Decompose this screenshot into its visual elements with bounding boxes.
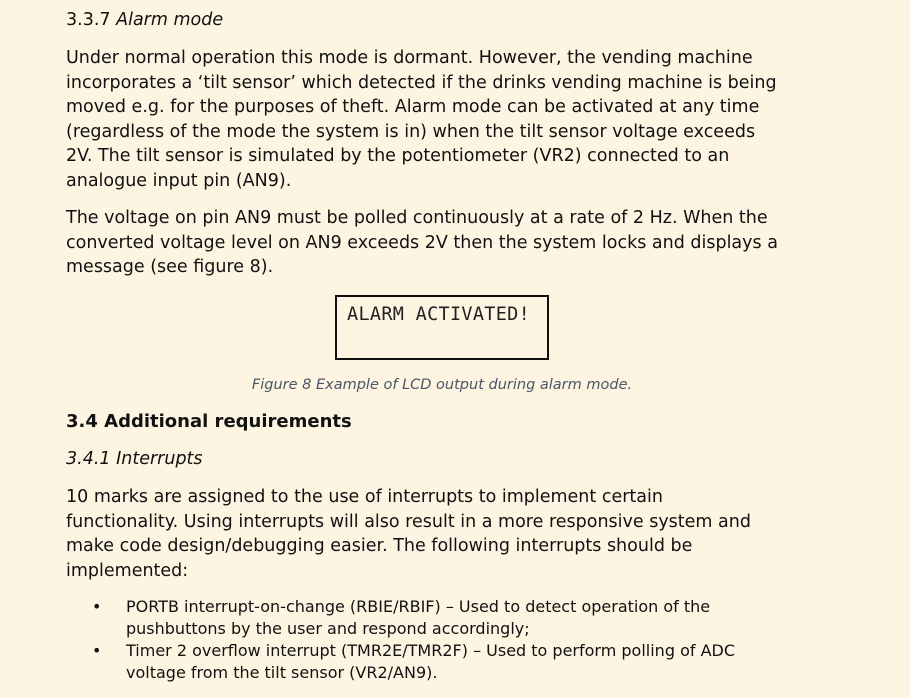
text-line: functionality. Using interrupts will also result in a more responsive system and — [66, 511, 751, 532]
alarm-mode-paragraph-2 — [66, 206, 846, 280]
heading-title: Alarm mode — [116, 10, 224, 30]
text-line: make code design/debugging easier. The following interrupts should be — [66, 536, 693, 557]
text-line: 10 marks are assigned to the use of interrupts to implement certain — [66, 487, 663, 507]
text-line: moved e.g. for the purposes of theft. Alarm mode can be activated at any time — [66, 97, 760, 118]
text-line: incorporates a ‘tilt sensor’ which detected if the drinks vending machine is being — [66, 72, 777, 93]
interrupt-list — [66, 596, 846, 684]
heading-additional-requirements: 3.4 Additional requirements — [66, 411, 352, 432]
heading-alarm-mode — [66, 8, 223, 32]
text-line: converted voltage level on AN9 exceeds 2V then the system locks and displays a — [66, 232, 778, 253]
text-line: Under normal operation this mode is dormant. However, the vending machine — [66, 48, 753, 68]
bullet-icon: • — [92, 641, 102, 660]
text-line: 2V. The tilt sensor is simulated by the potentiometer (VR2) connected to an — [66, 146, 730, 167]
figure-caption: Figure 8 Example of LCD output during alarm mode. — [251, 377, 633, 393]
text-line: The voltage on pin AN9 must be polled continuously at a rate of 2 Hz. When the — [66, 208, 768, 228]
text-line: PORTB interrupt-on-change (RBIE/RBIF) – Used to detect operation of the — [126, 597, 711, 616]
interrupts-paragraph — [66, 485, 846, 583]
text-line: voltage from the tilt sensor (VR2/AN9). — [126, 663, 438, 682]
text-line: analogue input pin (AN9). — [66, 170, 292, 191]
text-line: Timer 2 overflow interrupt (TMR2E/TMR2F) – Used to perform polling of ADC — [126, 641, 736, 660]
heading-interrupts: 3.4.1 Interrupts — [66, 449, 203, 469]
text-line: message (see figure 8). — [66, 257, 274, 278]
lcd-text: ALARM ACTIVATED! — [347, 304, 531, 325]
bullet-icon: • — [92, 597, 102, 616]
heading-number: 3.3.7 — [66, 10, 111, 30]
lcd-display-figure — [335, 295, 549, 360]
text-line: (regardless of the mode the system is in) when the tilt sensor voltage exceeds — [66, 121, 756, 142]
text-line: implemented: — [66, 560, 189, 581]
alarm-mode-paragraph-1 — [66, 46, 846, 194]
text-line: pushbuttons by the user and respond accordingly; — [126, 619, 530, 638]
list-item — [66, 640, 846, 684]
list-item — [66, 596, 846, 640]
